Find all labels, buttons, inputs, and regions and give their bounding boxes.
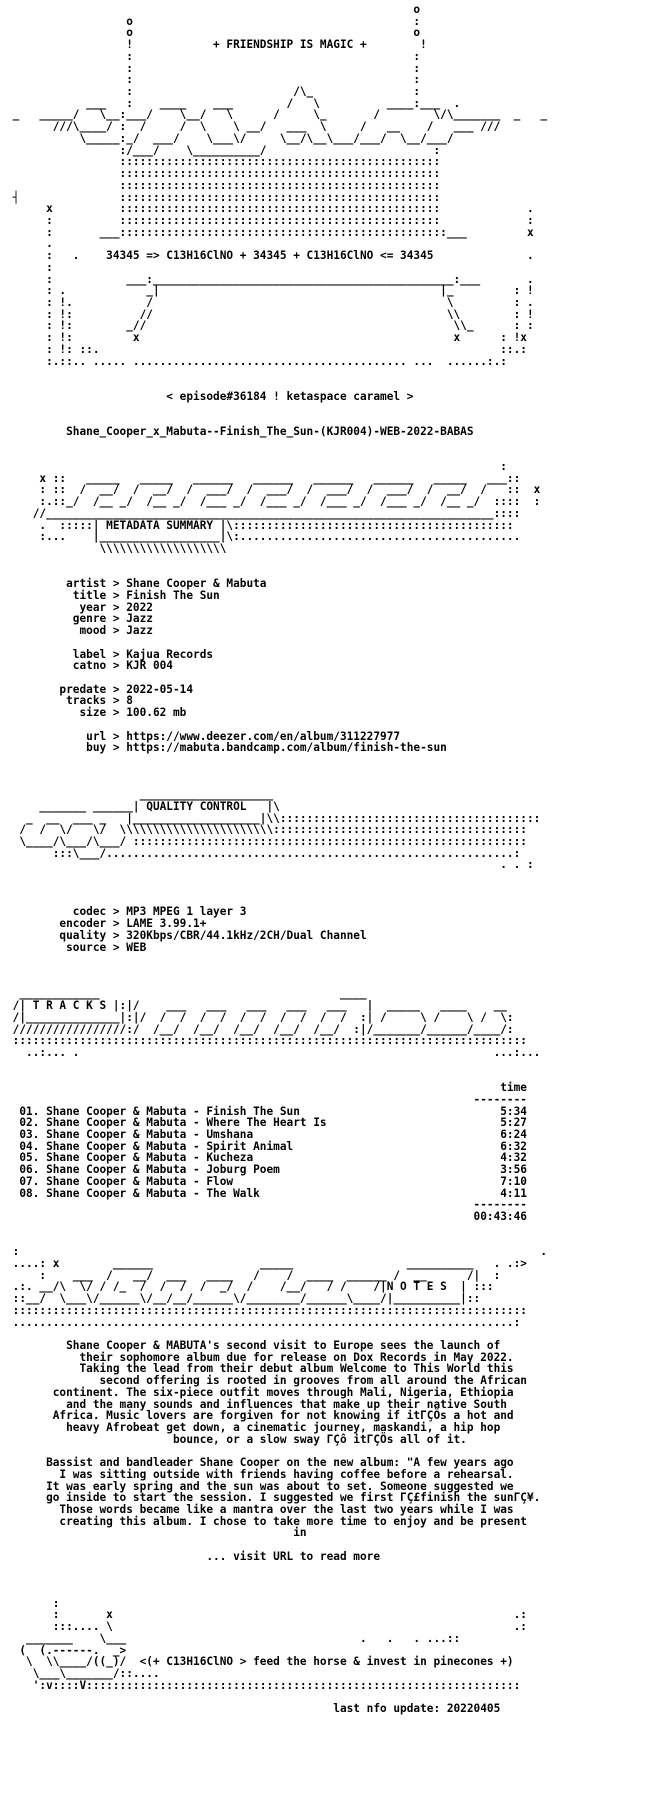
nfo-line: genre > Jazz bbox=[6, 612, 153, 626]
nfo-line: / / \/ \/ \\\\\\\\\\\\\\\\\\\\\\\:::::::::::::::::::::::::::::::::::::: bbox=[6, 823, 527, 837]
nfo-line: ///\____/ : / / \ \ __/ ___ \ / __ / ___ /// bbox=[6, 120, 501, 134]
nfo-line: : . _| |_ : ! bbox=[6, 284, 534, 298]
nfo-line: year > 2022 bbox=[6, 600, 153, 614]
nfo-line: \ \\____/((_)/ <(+ C13H16ClNO > feed the horse & invest in pinecones +) bbox=[6, 1655, 514, 1669]
nfo-line: : bbox=[6, 460, 507, 474]
nfo-line: : ___:_____________________________________________:___ . bbox=[6, 272, 534, 286]
nfo-line: codec > MP3 MPEG 1 layer 3 bbox=[6, 905, 247, 919]
nfo-line: artist > Shane Cooper & Mabuta bbox=[6, 577, 267, 591]
nfo-line: x :: _____ _____ ______ ______ ______ ______ _____ ___:: bbox=[6, 471, 521, 485]
nfo-line: predate > 2022-05-14 bbox=[6, 682, 194, 696]
nfo-line: : /\_ : bbox=[6, 85, 421, 99]
nfo-line: \____/\___/\___/ ::::::::::::::::::::::::::::::::::::::::::::::::::::::::::: bbox=[6, 835, 527, 849]
nfo-line: Taking the lead from their debut album Welcome to This World this bbox=[6, 1362, 514, 1376]
nfo-line: .:. __/\ \/ / /_ / / / / _/ / /__/ / / /|N O T E S | ::: bbox=[6, 1280, 494, 1294]
nfo-line: mood > Jazz bbox=[6, 624, 153, 638]
nfo-line bbox=[6, 1563, 642, 1575]
nfo-line: ::::::::::::::::::::::::::::::::::::::::::::::::::::::::::::::::::::::::::::: bbox=[6, 1034, 527, 1048]
nfo-line: o : bbox=[6, 14, 421, 28]
nfo-line: Shane_Cooper_x_Mabuta--Finish_The_Sun-(KJR004)-WEB-2022-BABAS bbox=[6, 424, 474, 438]
nfo-line bbox=[6, 402, 642, 414]
nfo-line: ::::::::::::::::::::::::::::::::::::::::::::::::::::::::::::::::::::::::::::: bbox=[6, 1303, 527, 1317]
nfo-line: :::::::::::::::::::::::::::::::::::::::::::::::: bbox=[6, 178, 441, 192]
nfo-line: ::__/ \___\/______\/__/__/______\/________/______\____/|__________|:: bbox=[6, 1292, 481, 1306]
nfo-line: : ___ / __/ ___ ____ / / ____ ______ / __ /| : bbox=[6, 1268, 501, 1282]
nfo-line: : ___:::::::::::::::::::::::::::::::::::::::::::::::::___ x bbox=[6, 225, 534, 239]
nfo-line: :.::_/ /__ _/ /__ _/ /___ _/ /___ _/ /___ _/ /___ _/ /__ _/ :::: : bbox=[6, 495, 541, 509]
nfo-line: label > Kajua Records bbox=[6, 647, 214, 661]
nfo-line: last nfo update: 20220405 bbox=[6, 1702, 501, 1716]
nfo-line bbox=[6, 672, 642, 684]
nfo-line bbox=[6, 1223, 642, 1235]
nfo-line bbox=[6, 367, 642, 379]
nfo-line bbox=[6, 953, 642, 965]
nfo-line: ___ : ____ ___ / \ ____:___ . bbox=[6, 96, 461, 110]
nfo-line: Those words became like a mantra over the last two years while I was bbox=[6, 1503, 514, 1516]
nfo-line: < episode#36184 ! ketaspace caramel > bbox=[6, 389, 414, 403]
nfo-line: ____________ ____ bbox=[6, 987, 367, 1001]
nfo-line: ____________________ bbox=[6, 788, 274, 802]
nfo-line: : . bbox=[6, 1245, 547, 1259]
nfo-line: x :::::::::::::::::::::::::::::::::::::::::::::::: . bbox=[6, 202, 534, 216]
nfo-line: ( (.------. _> bbox=[6, 1643, 127, 1657]
nfo-line: second offering is rooted in grooves from all around the African bbox=[6, 1374, 527, 1388]
nfo-line: creating this album. I chose to take more time to enjoy and be present bbox=[6, 1514, 527, 1528]
nfo-line: _______ ______| QUALITY CONTROL |\ bbox=[6, 799, 280, 813]
nfo-line bbox=[6, 766, 642, 778]
nfo-line: :... |__________________|\:.......................................... bbox=[6, 530, 521, 544]
nfo-line: 07. Shane Cooper & Mabuta - Flow 7:10 bbox=[6, 1174, 527, 1188]
nfo-line: . . : bbox=[6, 858, 534, 872]
nfo-line: time bbox=[6, 1081, 527, 1095]
nfo-line: 03. Shane Cooper & Mabuta - Umshana 6:24 bbox=[6, 1128, 527, 1141]
nfo-line: I was sitting outside with friends having coffee before a rehearsal. bbox=[6, 1467, 514, 1481]
nfo-line: 06. Shane Cooper & Mabuta - Joburg Poem 3:56 bbox=[6, 1163, 527, 1177]
nfo-line bbox=[6, 965, 642, 977]
nfo-line: o o bbox=[6, 26, 421, 40]
nfo-line bbox=[6, 1586, 642, 1598]
nfo-line: 02. Shane Cooper & Mabuta - Where The Heart Is 5:27 bbox=[6, 1116, 527, 1130]
nfo-line: heavy Afrobeat get down, a cinematic journey, maskandi, a hip hop bbox=[6, 1420, 501, 1434]
nfo-line: : . 34345 => C13H16ClNO + 34345 + C13H16ClNO <= 34345 . bbox=[6, 249, 534, 263]
nfo-line: catno > KJR 004 bbox=[6, 659, 173, 673]
nfo-line bbox=[6, 555, 642, 567]
nfo-line: :.::.. ..... ......................................... ... ......:.: bbox=[6, 354, 507, 368]
nfo-line: /////////////////:/ /__/ /__/ /__/ /__/ /__/ :|/_______/______/____/: bbox=[6, 1022, 514, 1036]
nfo-line: size > 100.62 mb bbox=[6, 706, 187, 720]
nfo-line: title > Finish The Sun bbox=[6, 588, 220, 602]
nfo-line: ! + FRIENDSHIP IS MAGIC + ! bbox=[6, 38, 427, 52]
nfo-line: ':v::::V::::::::::::::::::::::::::::::::::::::::::::::::::::::::::::::::: bbox=[6, 1678, 521, 1692]
nfo-line: ... visit URL to read more bbox=[6, 1549, 381, 1563]
nfo-line: o bbox=[6, 3, 421, 16]
nfo-line: : bbox=[6, 1596, 60, 1610]
nfo-line: source > WEB bbox=[6, 940, 147, 954]
nfo-line: ....: x ______ _____ __________ . .:> bbox=[6, 1256, 527, 1270]
nfo-line: -------- bbox=[6, 1198, 527, 1212]
nfo-line: : !: // \\ : ! bbox=[6, 307, 534, 321]
nfo-line: ...........................................................................: bbox=[6, 1315, 521, 1329]
nfo-line bbox=[6, 1059, 642, 1071]
nfo-line: 08. Shane Cooper & Mabuta - The Walk 4:11 bbox=[6, 1186, 527, 1200]
nfo-line bbox=[6, 1574, 642, 1586]
nfo-line bbox=[6, 438, 642, 450]
nfo-line: 00:43:46 bbox=[6, 1210, 527, 1224]
nfo-line: It was early spring and the sun was about to set. Someone suggested we bbox=[6, 1479, 514, 1493]
nfo-line: : : bbox=[6, 49, 421, 63]
nfo-line: : !. / \ : . bbox=[6, 295, 534, 309]
nfo-line: Shane Cooper & MABUTA's second visit to Europe sees the launch of bbox=[6, 1338, 501, 1352]
nfo-line: 01. Shane Cooper & Mabuta - Finish The Sun 5:34 bbox=[6, 1104, 527, 1118]
nfo-line: \___\_______/::.... bbox=[6, 1667, 160, 1681]
nfo-line bbox=[6, 871, 642, 883]
nfo-line: . bbox=[6, 237, 53, 251]
nfo-line: : : bbox=[6, 61, 421, 75]
nfo-line: Africa. Music lovers are forgiven for not knowing if itΓÇÖs a hot and bbox=[6, 1409, 514, 1423]
nfo-line: . :::::| METADATA SUMMARY |\:::::::::::::::::::::::::::::::::::::::::: bbox=[6, 518, 514, 532]
nfo-line: : :::::::::::::::::::::::::::::::::::::::::::::::: : bbox=[6, 213, 534, 227]
nfo-line: 05. Shane Cooper & Mabuta - Kucheza 4:32 bbox=[6, 1151, 527, 1165]
nfo-line bbox=[6, 883, 642, 895]
nfo-line: :::\___/.............................................................: bbox=[6, 846, 521, 860]
nfo-line bbox=[6, 719, 642, 731]
nfo-line: \_____:_/ ___/ \___\/ \__/\__\___/___/ \__/___/ bbox=[6, 131, 454, 145]
nfo-line: buy > https://mabuta.bandcamp.com/album/finish-the-sun bbox=[6, 741, 447, 755]
nfo-line: : !: ::. ::.: bbox=[6, 342, 527, 356]
nfo-line bbox=[6, 637, 642, 649]
nfo-line: : x .: bbox=[6, 1608, 527, 1622]
nfo-line: in bbox=[6, 1526, 307, 1540]
nfo-line: continent. The six-piece outfit moves through Mali, Nigeria, Ethiopia bbox=[6, 1385, 514, 1399]
nfo-line bbox=[6, 754, 642, 766]
nfo-line: :::.... \ .: bbox=[6, 1620, 527, 1634]
nfo-line: url > https://www.deezer.com/en/album/311227977 bbox=[6, 729, 401, 743]
nfo-line: their sophomore album due for release on Dox Records in May 2022. bbox=[6, 1350, 514, 1364]
nfo-line: go inside to start the session. I suggested we first ΓÇ£finish the sunΓÇ¥. bbox=[6, 1491, 541, 1505]
nfo-line: /| T R A C K S |:|/ ___ ___ ___ ___ ___ | _____ ____ __ bbox=[6, 999, 507, 1013]
nfo-line: : !: _// \\_ : : bbox=[6, 319, 534, 333]
nfo-line: : bbox=[6, 260, 53, 274]
nfo-line: : : bbox=[6, 73, 421, 87]
nfo-line: ..:... . ...:... bbox=[6, 1045, 541, 1059]
nfo-line: //___________________________________________________________________:::: bbox=[6, 506, 521, 520]
nfo-line: encoder > LAME 3.99.1+ bbox=[6, 917, 207, 931]
nfo-line: bounce, or a slow sway ΓÇô itΓÇÖs all of it. bbox=[6, 1432, 467, 1446]
nfo-line: :::::::::::::::::::::::::::::::::::::::::::::::: bbox=[6, 167, 441, 181]
nfo-line: _______ \___ . . . ...:: bbox=[6, 1631, 461, 1645]
nfo-line: quality > 320Kbps/CBR/44.1kHz/2CH/Dual Channel bbox=[6, 928, 367, 942]
nfo-line: /|______________|:|/ / / / / / / / / / / :| / \ / \ / \: bbox=[6, 1010, 514, 1024]
nfo-line: :/___/ \__________/ : bbox=[6, 143, 441, 157]
nfo-line: and the many sounds and influences that make up their native South bbox=[6, 1397, 507, 1411]
nfo-line: Bassist and bandleader Shane Cooper on the new album: "A few years ago bbox=[6, 1456, 514, 1470]
nfo-line: \\\\\\\\\\\\\\\\\\\ bbox=[6, 542, 227, 556]
nfo-line: tracks > 8 bbox=[6, 694, 133, 708]
nfo-line: _ __ ___ _ |___________________|\\::::::::::::::::::::::::::::::::::::::: bbox=[6, 811, 541, 825]
nfo-line: _ _____/ \__:___/ \__/ \ / \_ / \/\_______ _ _ bbox=[6, 108, 547, 122]
nfo-line: ┤ :::::::::::::::::::::::::::::::::::::::::::::::: bbox=[6, 190, 441, 204]
nfo-line: :::::::::::::::::::::::::::::::::::::::::::::::: bbox=[6, 155, 441, 169]
nfo-line: : :: / __/ / __/ / ___/ / ___/ / ___/ / ___/ / __/ / :: x bbox=[6, 483, 541, 497]
nfo-line: 04. Shane Cooper & Mabuta - Spirit Animal 6:32 bbox=[6, 1139, 527, 1153]
nfo-line bbox=[6, 379, 642, 391]
nfo-line: : !: x x : !x bbox=[6, 331, 527, 345]
nfo-line: -------- bbox=[6, 1092, 527, 1106]
